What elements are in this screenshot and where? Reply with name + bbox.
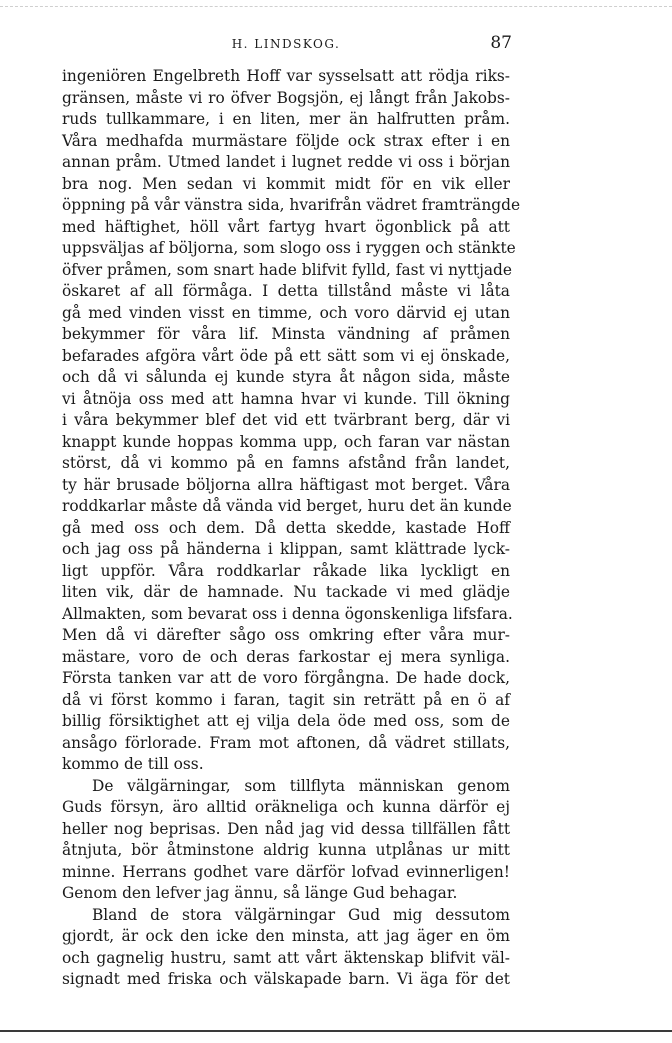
text-line: och gagnelig hustru, samt att vårt äktenskap blifvit väl- <box>62 948 510 967</box>
running-head: H. LINDSKOG. <box>231 37 341 51</box>
text-line: gränsen, måste vi ro öfver Bogsjön, ej långt från Jakobs- <box>62 88 510 107</box>
text-line: Guds försyn, äro alltid oräkneliga och kunna därför ej <box>62 798 510 816</box>
text-line: uppsväljas af böljorna, som slogo oss i ryggen och stänkte <box>62 239 516 257</box>
text-line: kommo de till oss. <box>62 755 204 773</box>
text-line: minne. Herrans godhet vare därför lofvad evinnerligen! <box>62 862 510 881</box>
text-line: heller nog beprisas. Den nåd jag vid dessa tillfällen fått <box>62 819 510 838</box>
text-line: åtnjuta, bör åtminstone aldrig kunna utplånas ur mitt <box>62 841 510 859</box>
text-line: öskaret af all förmåga. I detta tillstånd måste vi låta <box>62 282 510 300</box>
text-line: ligt uppför. Våra roddkarlar råkade lika lyckligt en <box>62 561 510 580</box>
body-text <box>62 66 521 991</box>
text-line: Första tanken var att de voro förgångna. De hade dock, <box>62 669 510 687</box>
text-line: ansågo förlorade. Fram mot aftonen, då vädret stillats, <box>62 733 510 752</box>
text-line: gjordt, är ock den icke den minsta, att jag äger en öm <box>62 927 510 945</box>
text-line: liten vik, där de hamnade. Nu tackade vi med glädje <box>62 583 510 601</box>
text-line: vi åtnöja oss med att hamna hvar vi kunde. Till ökning <box>62 389 510 408</box>
text-line: Våra medhafda murmästare följde ock strax efter i en <box>62 131 510 150</box>
page-header <box>60 33 512 57</box>
text-line: Men då vi därefter sågo oss omkring efter våra mur- <box>62 626 510 644</box>
text-line: i våra bekymmer blef det vid ett tvärbrant berg, där vi <box>62 411 510 429</box>
text-line: öppning på vår vänstra sida, hvarifrån vädret framträngde <box>62 196 521 214</box>
text-line: då vi först kommo i faran, tagit sin reträtt på en ö af <box>62 690 510 709</box>
text-line: ingeniören Engelbreth Hoff var sysselsatt att rödja riks- <box>62 67 510 85</box>
text-line: Genom den lefver jag ännu, så länge Gud behagar. <box>62 884 458 902</box>
page-number: 87 <box>490 33 512 53</box>
text-line: gå med vinden visst en timme, och voro därvid ej utan <box>62 303 510 322</box>
text-line: billig försiktighet att ej vilja dela öde med oss, som de <box>62 712 510 730</box>
text-line: mästare, voro de och deras farkostar ej mera synliga. <box>62 647 510 666</box>
text-line: ruds tullkammare, i en liten, mer än halfrutten pråm. <box>62 110 510 128</box>
text-line: signadt med friska och välskapade barn. Vi äga för det <box>62 970 510 988</box>
text-line: roddkarlar måste då vända vid berget, huru det än kunde <box>62 497 512 515</box>
top-edge-rule <box>0 6 672 7</box>
text-line: störst, då vi kommo på en famns afstånd från landet, <box>62 454 510 472</box>
text-line: med häftighet, höll vårt fartyg hvart ögonblick på att <box>62 217 510 236</box>
text-line: annan pråm. Utmed landet i lugnet redde vi oss i början <box>62 153 510 171</box>
text-line: och då vi sålunda ej kunde styra åt någon sida, måste <box>62 368 510 386</box>
text-line: bra nog. Men sedan vi kommit midt för en vik eller <box>62 174 510 193</box>
text-line: Allmakten, som bevarat oss i denna ögonskenliga lifsfara. <box>62 604 513 623</box>
text-line: Bland de stora välgärningar Gud mig dessutom <box>92 905 510 924</box>
bottom-edge-rule <box>0 1030 672 1032</box>
text-line: De välgärningar, som tillflyta människan genom <box>92 776 510 795</box>
text-line: öfver pråmen, som snart hade blifvit fylld, fast vi nyttjade <box>62 260 513 279</box>
text-line: och jag oss på händerna i klippan, samt klättrade lyck- <box>62 540 510 558</box>
text-line: befarades afgöra vårt öde på ett sätt som vi ej önskade, <box>62 346 510 365</box>
text-line: gå med oss och dem. Då detta skedde, kastade Hoff <box>62 518 510 537</box>
text-line: ty här brusade böljorna allra häftigast mot berget. Våra <box>62 475 510 494</box>
text-line: knappt kunde hoppas komma upp, och faran var nästan <box>62 432 510 451</box>
text-line: bekymmer för våra lif. Minsta vändning af pråmen <box>62 325 510 343</box>
